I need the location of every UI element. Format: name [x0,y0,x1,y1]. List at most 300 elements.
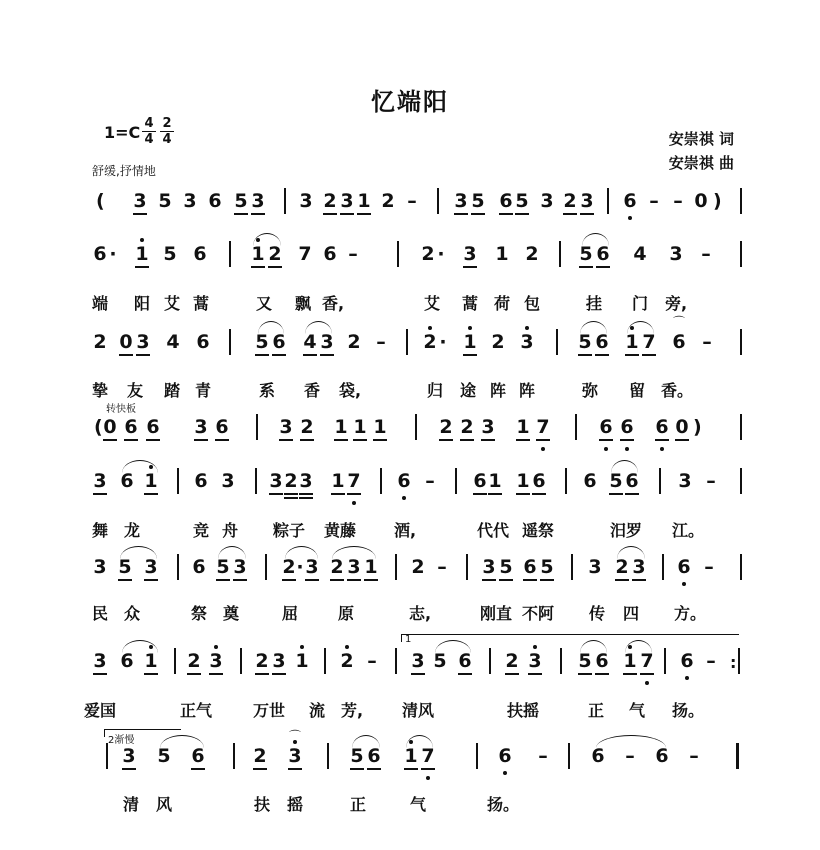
score-line [0,556,820,623]
note: 3 [528,650,542,672]
note: 1 [295,650,309,672]
underline-beam [255,354,269,356]
bar-line [324,648,326,674]
note: 2 [300,416,314,438]
bar-line [476,743,478,769]
note: 1 [516,470,530,492]
lyric-syllable: 挚 [91,381,108,400]
note: 6 [397,470,411,492]
underline-beam [505,673,519,675]
note: – [367,650,377,672]
note: 3 [320,331,334,353]
lyric-syllable: 归 [426,381,443,400]
note: 6 [146,416,160,438]
underline-beam [640,673,654,675]
note: 5 [163,243,177,265]
underline-beam [454,213,468,215]
octave-dot-low [402,496,406,500]
underline-beam [473,493,487,495]
note: 1 [144,650,158,672]
bar-line [415,414,417,440]
lyric-syllable: 黄藤 [323,521,356,540]
lyric-syllable: 不阿 [521,604,554,623]
note: 7 [642,331,656,353]
note: 7 [640,650,654,672]
lyric-syllable: 扶 [253,795,270,814]
lyric-syllable: 阵 [489,381,506,400]
note: 6 [120,650,134,672]
underline-beam [367,768,381,770]
bar-line [740,414,742,440]
bar-line [327,743,329,769]
meter-top-2: 2 [162,116,172,131]
note: 0 [675,416,689,438]
underline-beam [615,579,629,581]
lyric-syllable: 志, [408,604,432,623]
underline-beam [272,354,286,356]
underline-beam [320,354,334,356]
note: 6 [215,416,229,438]
note: – [706,650,716,672]
note: 6 [595,331,609,353]
note: – [425,470,435,492]
note: 3 [279,416,293,438]
lyric-syllable: 酒, [393,521,417,540]
underline-beam [364,579,378,581]
lyric-syllable: 踏 [163,381,180,400]
underline-beam [122,768,136,770]
note: 3 [136,331,150,353]
note: 3 [669,243,683,265]
lyric-syllable: 扶摇 [506,701,539,720]
note: 3 [632,556,646,578]
note: – [437,556,447,578]
meter-bottom-1: 4 [144,132,154,147]
note: 6 [498,745,512,767]
bar-line [740,468,742,494]
note: 2 [330,556,344,578]
slur-arc [627,321,654,334]
note: 5 [515,190,529,212]
lyric-syllable: 旁, [664,294,688,313]
note: – [704,556,714,578]
key-signature: 1=C [104,123,141,142]
note: 5 [471,190,485,212]
lyric-syllable: 芳, [340,701,364,720]
note: 6 [193,243,207,265]
note: 3 [209,650,223,672]
note: – [407,190,417,212]
note: – [701,243,711,265]
slur-arc [258,321,284,334]
bar-line [455,468,457,494]
meter-bottom-2: 4 [162,132,172,147]
fermata-mark: ⌒ [288,729,301,743]
lyric-syllable: 扬。 [486,795,519,814]
note: · [439,331,447,353]
note: 2 [563,190,577,212]
lyric-syllable: 原 [337,604,354,623]
underline-beam [404,768,418,770]
note: – [706,470,716,492]
note: 4 [303,331,317,353]
bar-line [395,554,397,580]
note: 1 [251,243,265,265]
lyric-syllable: 代代 [476,521,509,540]
underline-beam [330,579,344,581]
lyric-syllable: 屈 [281,604,298,623]
bar-line [489,648,491,674]
lyric-syllable: 香。 [660,381,693,400]
underline-beam [625,354,639,356]
octave-dot-low [660,447,664,451]
note: 3 [133,190,147,212]
note: 2 [284,470,298,492]
note: 3 [194,416,208,438]
note: 6 [596,243,610,265]
note: 7 [536,416,550,438]
underline-beam [532,493,546,495]
lyric-syllable: 艾 [163,294,180,313]
underline-beam [578,673,592,675]
lyric-syllable: 途 [459,381,476,400]
score-line [0,243,820,313]
underline-beam [255,673,269,675]
note: 7 [298,243,312,265]
underline-beam [288,768,302,770]
octave-dot-low [541,447,545,451]
note: 6 [591,745,605,767]
underline-beam [599,439,613,441]
underline-beam [579,266,593,268]
open-parenthesis: ( [96,190,105,212]
repeat-sign: : [730,653,737,672]
underline-beam [609,493,623,495]
note: 2 [381,190,395,212]
underline-beam [284,493,298,495]
note: 6 [677,556,691,578]
bar-line [177,468,179,494]
note: 1 [334,416,348,438]
lyric-syllable: 又 [255,294,272,313]
lyric-syllable: 爱国 [83,701,116,720]
underline-beam [93,493,107,495]
close-parenthesis: ) [693,416,702,438]
note: 5 [350,745,364,767]
note: 1 [625,331,639,353]
underline-beam [303,354,317,356]
lyric-syllable: 友 [126,381,143,400]
note: 2 [505,650,519,672]
slur-arc [596,735,666,748]
underline-beam [458,673,472,675]
bar-line [736,743,739,769]
note: 1 [623,650,637,672]
bar-line [265,554,267,580]
note: 3 [481,416,495,438]
note: 6 [623,190,637,212]
bar-line [466,554,468,580]
bar-line [437,188,439,214]
slur-arc [332,546,376,559]
lyric-syllable: 荷 [493,294,510,313]
note: 2 [525,243,539,265]
underline-beam [353,439,367,441]
underline-beam [528,673,542,675]
bar-line [575,414,577,440]
note: 2 [439,416,453,438]
underline-beam [93,673,107,675]
slur-arc [120,546,157,559]
underline-beam [300,439,314,441]
lyric-syllable: 刚直 [479,604,512,623]
note: 3 [463,243,477,265]
note: 5 [255,331,269,353]
note: 6 [499,190,513,212]
note: 1 [331,470,345,492]
octave-dot-low [503,771,507,775]
lyric-syllable: 包 [523,294,540,313]
note: 1 [516,416,530,438]
note: 2 [460,416,474,438]
slur-arc [580,321,607,334]
note: 5 [609,470,623,492]
slur-arc [617,546,645,559]
score-line [0,416,820,466]
note: 2 [187,650,201,672]
slur-arc [352,735,380,748]
note: 3 [93,650,107,672]
lyric-syllable: 流 [308,701,325,720]
note: 5 [118,556,132,578]
note: 6 [672,331,686,353]
lyric-syllable: 阵 [518,381,535,400]
time-signature-2 [160,117,174,146]
note: 1 [144,470,158,492]
octave-dot-high [300,645,304,649]
note: 3 [540,190,554,212]
note: 3 [221,470,235,492]
underline-beam [299,493,313,495]
note: 6 [191,745,205,767]
underline-beam [216,579,230,581]
bar-line [177,554,179,580]
note: 3 [520,331,534,353]
note: 6 [208,190,222,212]
note: 6 [532,470,546,492]
octave-dot-high [140,238,144,242]
underline-beam [136,354,150,356]
lyric-syllable: 香 [303,381,320,400]
underline-beam [499,213,513,215]
volta-bracket [104,729,181,737]
bar-line [568,743,570,769]
underline-beam [124,439,138,441]
underline-beam [209,673,223,675]
time-signature-1 [142,117,156,146]
note: – [625,745,635,767]
underline-beam [540,579,554,581]
underline-beam [439,439,453,441]
lyric-syllable: 江。 [671,521,704,540]
lyric-syllable: 飘 [294,294,311,313]
bar-line [740,329,742,355]
slur-arc [122,640,158,653]
note: 4 [633,243,647,265]
bar-line [284,188,286,214]
octave-dot-high [533,645,537,649]
underline-beam [373,439,387,441]
underline-beam [215,439,229,441]
note: 6 [458,650,472,672]
bar-line [740,241,742,267]
bar-line [556,329,558,355]
composer-credit: 安崇祺 曲 [668,154,734,172]
note: 6 [680,650,694,672]
score-line [0,470,820,540]
volta-label: 1 [405,634,412,645]
note: 6 [124,416,138,438]
bar-line [664,648,666,674]
note: – [673,190,683,212]
underline-beam [481,439,495,441]
note: 1 [495,243,509,265]
note: 7 [421,745,435,767]
underline-beam [655,439,669,441]
underline-beam [357,213,371,215]
note: 3 [454,190,468,212]
note: 3 [482,556,496,578]
note: 6 [625,470,639,492]
note: 6 [194,470,208,492]
lyric-syllable: 清风 [401,701,434,720]
underline-beam [233,579,247,581]
lyric-syllable: 舟 [221,521,238,540]
note: 2 [411,556,425,578]
note: – [376,331,386,353]
octave-dot-high [525,326,529,330]
note: 6 [620,416,634,438]
note: 3 [93,556,107,578]
bar-line [380,468,382,494]
underline-beam [135,266,149,268]
note: 1 [488,470,502,492]
note: 3 [144,556,158,578]
note: 0 [103,416,117,438]
lyric-syllable: 风 [155,795,172,814]
song-title: 忆端阳 [371,88,449,116]
note: 1 [135,243,149,265]
bar-line [740,554,742,580]
underline-beam [340,213,354,215]
note: 2 [421,243,435,265]
octave-dot-low [625,447,629,451]
bar-line [106,743,108,769]
note: 2 [268,243,282,265]
lyric-syllable: 方。 [673,604,706,623]
underline-beam [268,266,282,268]
underline-beam [269,493,283,495]
note: – [348,243,358,265]
lyric-syllable: 四 [622,604,639,623]
underline-beam [642,354,656,356]
note: 2 [282,556,296,578]
underline-beam [118,579,132,581]
note: 2 [93,331,107,353]
lyric-syllable: 挂 [585,294,602,313]
underline-beam [334,439,348,441]
note: 3 [588,556,602,578]
underline-beam [350,768,364,770]
bar-line [607,188,609,214]
lyric-syllable: 祭 [190,604,207,623]
lyricist-credit: 安崇祺 词 [668,130,734,148]
note: – [538,745,548,767]
lyric-syllable: 遥祭 [521,521,554,540]
note: – [689,745,699,767]
octave-dot-low [604,447,608,451]
lyric-syllable: 正气 [179,701,212,720]
underline-beam [620,439,634,441]
underline-beam [253,768,267,770]
note: 3 [233,556,247,578]
note: 2 [255,650,269,672]
fermata-mark: ⌒ [672,315,685,329]
lyric-syllable: 门 [631,294,648,313]
underline-beam [595,354,609,356]
underline-beam [471,213,485,215]
lyric-syllable: 阳 [133,294,150,313]
underline-beam [625,493,639,495]
underline-beam [596,266,610,268]
bar-line [565,468,567,494]
underline-beam [563,213,577,215]
score-line [0,315,820,400]
note: 5 [579,243,593,265]
underline-beam [516,439,530,441]
lyric-syllable: 正 [349,795,366,814]
underline-beam [194,439,208,441]
note: 5 [158,190,172,212]
bar-line [559,241,561,267]
note: 2 [347,331,361,353]
lyric-syllable: 民 [91,604,108,623]
note: 6 [595,650,609,672]
lyric-syllable: 清 [122,795,139,814]
lyric-syllable: 气 [409,795,426,814]
note: · [109,243,117,265]
note: 1 [373,416,387,438]
underline-beam [191,768,205,770]
meter-top-1: 4 [144,116,154,131]
note: 3 [347,556,361,578]
note: 5 [433,650,447,672]
bar-line [397,241,399,267]
underline-beam [347,493,361,495]
bar-line [233,743,235,769]
bar-line [395,648,397,674]
note: 4 [166,331,180,353]
note: 6 [120,470,134,492]
underline-beam [146,439,160,441]
octave-dot-low [352,501,356,505]
note: 3 [251,190,265,212]
note: 6 [655,416,669,438]
underline-beam [421,768,435,770]
bar-line [174,648,176,674]
note: 1 [364,556,378,578]
note: 2 [323,190,337,212]
